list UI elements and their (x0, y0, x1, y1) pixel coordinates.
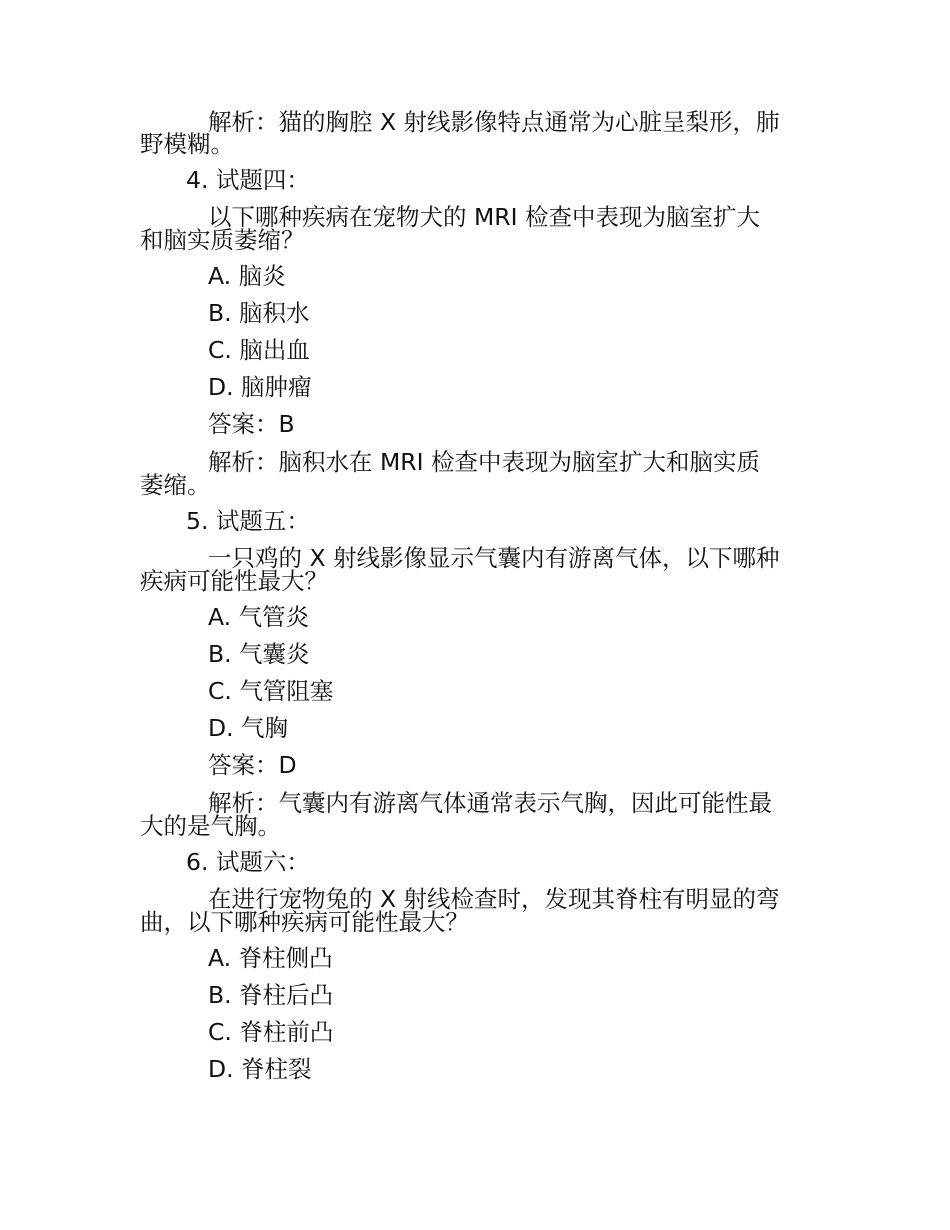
question-text-line: 疾病可能性最大？ (140, 567, 328, 595)
question-text-line: 在进行宠物兔的 X 射线检查时，发现其脊柱有明显的弯 (208, 885, 780, 913)
option-d: D. 气胸 (208, 714, 289, 742)
option-c: C. 脊柱前凸 (208, 1018, 334, 1046)
answer: 答案：B (208, 410, 295, 438)
question-heading: 4. 试题四： (186, 166, 310, 194)
question-text-line: 和脑实质萎缩？ (140, 226, 305, 254)
option-d: D. 脊柱裂 (208, 1055, 312, 1083)
option-b: B. 气囊炎 (208, 640, 310, 668)
question-text-line: 一只鸡的 X 射线影像显示气囊内有游离气体，以下哪种 (208, 544, 780, 572)
option-d: D. 脑肿瘤 (208, 373, 312, 401)
explanation-line: 解析：猫的胸腔 X 射线影像特点通常为心脏呈梨形，肺 (208, 108, 780, 136)
option-c: C. 气管阻塞 (208, 677, 334, 705)
explanation-line: 大的是气胸。 (140, 812, 281, 840)
option-b: B. 脑积水 (208, 299, 310, 327)
option-a: A. 气管炎 (208, 603, 310, 631)
explanation-line: 解析：气囊内有游离气体通常表示气胸，因此可能性最 (208, 789, 772, 817)
option-c: C. 脑出血 (208, 336, 310, 364)
explanation-line: 萎缩。 (140, 471, 211, 499)
question-heading: 5. 试题五： (186, 507, 310, 535)
explanation-line: 野模糊。 (140, 130, 234, 158)
explanation-line: 解析：脑积水在 MRI 检查中表现为脑室扩大和脑实质 (208, 448, 760, 476)
question-heading: 6. 试题六： (186, 848, 310, 876)
option-a: A. 脊柱侧凸 (208, 944, 333, 972)
option-b: B. 脊柱后凸 (208, 981, 334, 1009)
question-text-line: 以下哪种疾病在宠物犬的 MRI 检查中表现为脑室扩大 (208, 203, 760, 231)
question-text-line: 曲，以下哪种疾病可能性最大？ (140, 908, 469, 936)
answer: 答案：D (208, 751, 297, 779)
option-a: A. 脑炎 (208, 262, 286, 290)
